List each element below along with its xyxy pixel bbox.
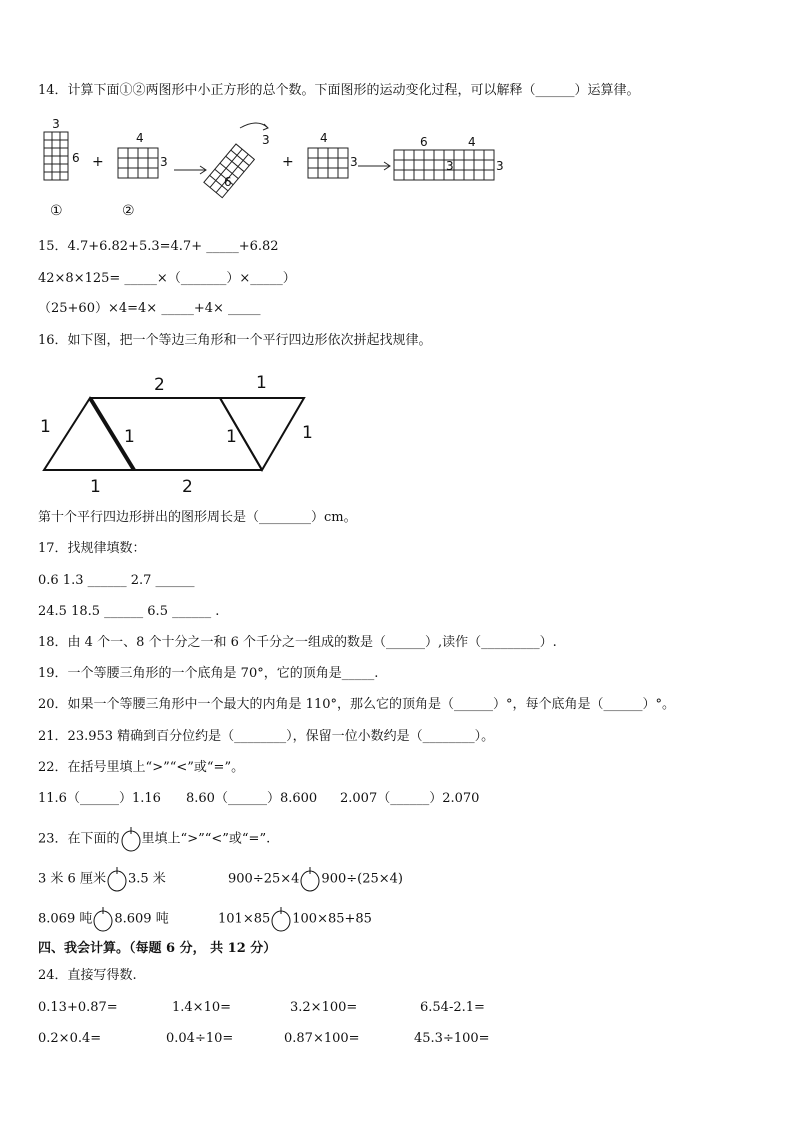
top-mid-label: 2 <box>154 375 165 395</box>
q24-row1-item-4: 6.54-2.1= <box>420 1000 485 1015</box>
blank-circle-icon <box>120 826 142 852</box>
rect4-top-label: 4 <box>320 131 328 145</box>
inner-right-label: 1 <box>226 427 237 447</box>
inner-left-label: 1 <box>124 427 135 447</box>
rect4-side-label: 3 <box>350 155 358 169</box>
right-side-label: 1 <box>302 423 313 443</box>
compare-circle-icon[interactable] <box>106 866 128 892</box>
question-22-item-1: 11.6（______）1.16 <box>38 791 161 806</box>
bottom-left-label: 1 <box>90 477 101 497</box>
q24-row1-item-3: 3.2×100= <box>290 1000 358 1015</box>
result-mid-label-1: 3 <box>446 159 454 173</box>
q14-figure <box>36 114 516 224</box>
q23-prefix: 23．在下面的 <box>38 831 120 847</box>
question-23-text <box>38 826 270 852</box>
plus-sign-2: + <box>282 154 294 170</box>
bottom-mid-label: 2 <box>182 477 193 497</box>
q23-row2-left: 8.069 吨 8.609 吨 <box>38 906 169 932</box>
rect2-top-label: 4 <box>136 131 144 145</box>
caption-2: ② <box>122 203 135 219</box>
rect-2-grid <box>118 148 158 178</box>
plus-sign-1: + <box>92 154 104 170</box>
q23-row2-right: 101×85 100×85+85 <box>218 906 372 932</box>
q23-row1-right: 900÷25×4 900÷(25×4) <box>228 866 403 892</box>
question-16-answer: 第十个平行四边形拼出的图形周长是（________）cm。 <box>38 510 357 525</box>
result-top-label-2: 4 <box>468 135 476 149</box>
question-21: 21．23.953 精确到百分位约是（________），保留一位小数约是（________）。 <box>38 729 495 744</box>
q23-row1-left: 3 米 6 厘米 3.5 米 <box>38 866 166 892</box>
compare-circle-icon[interactable] <box>299 866 321 892</box>
result-grid <box>394 150 494 180</box>
q24-row2-item-1: 0.2×0.4= <box>38 1031 102 1046</box>
question-20: 20．如果一个等腰三角形中一个最大的内角是 110°，那么它的顶角是（______）°，每个底角是（______）°。 <box>38 697 675 712</box>
rect1-top-label: 3 <box>52 117 60 131</box>
result-side-label: 3 <box>496 159 504 173</box>
q23-suffix: 里填上“>”“<”或“=”. <box>141 831 271 847</box>
rotated-side-label: 6 <box>224 175 232 189</box>
question-22-item-3: 2.007（______）2.070 <box>340 791 480 806</box>
question-19: 19．一个等腰三角形的一个底角是 70°，它的顶角是_____. <box>38 666 379 681</box>
rect1-side-label: 6 <box>72 151 80 165</box>
rect-1-grid <box>44 132 68 180</box>
q24-row2-item-4: 45.3÷100= <box>414 1031 490 1046</box>
rect-4-grid <box>308 148 348 178</box>
q24-row2-item-2: 0.04÷10= <box>166 1031 234 1046</box>
compare-circle-icon[interactable] <box>92 906 114 932</box>
question-22-text: 22．在括号里填上“>”“<”或“=”。 <box>38 760 245 775</box>
q16-figure <box>36 366 336 498</box>
question-15-line-2: 42×8×125= _____×（_______）×_____） <box>38 271 296 286</box>
question-17-text: 17．找规律填数： <box>38 541 146 556</box>
rotated-rect-grid <box>204 144 255 198</box>
question-15-line-3: （25+60）×4=4× _____+4× _____ <box>38 301 261 316</box>
left-side-label: 1 <box>40 417 51 437</box>
rect2-side-label: 3 <box>160 155 168 169</box>
question-17-row-2: 24.5 18.5 ______ 6.5 ______ . <box>38 604 220 619</box>
question-14-text: 14．计算下面①②两图形中小正方形的总个数。下面图形的运动变化过程，可以解释（______）运算律。 <box>38 83 640 98</box>
compare-circle-icon[interactable] <box>270 906 292 932</box>
section-4-heading: 四、我会计算。（每题 6 分， 共 12 分） <box>38 941 277 956</box>
q24-row1-item-1: 0.13+0.87= <box>38 1000 118 1015</box>
question-22-item-2: 8.60（______）8.600 <box>186 791 318 806</box>
top-right-label: 1 <box>256 373 267 393</box>
question-24-text: 24．直接写得数. <box>38 968 137 983</box>
caption-1: ① <box>50 203 63 219</box>
rotated-top-label: 3 <box>262 133 270 147</box>
q24-row1-item-2: 1.4×10= <box>172 1000 232 1015</box>
q24-row2-item-3: 0.87×100= <box>284 1031 360 1046</box>
question-15-line-1: 15．4.7+6.82+5.3=4.7+ _____+6.82 <box>38 239 279 254</box>
result-top-label-1: 6 <box>420 135 428 149</box>
question-17-row-1: 0.6 1.3 ______ 2.7 ______ <box>38 573 195 588</box>
question-16-text: 16．如下图，把一个等边三角形和一个平行四边形依次拼起找规律。 <box>38 333 432 348</box>
question-18: 18．由 4 个一、8 个十分之一和 6 个千分之一组成的数是（______）,读作（_________）. <box>38 635 557 650</box>
